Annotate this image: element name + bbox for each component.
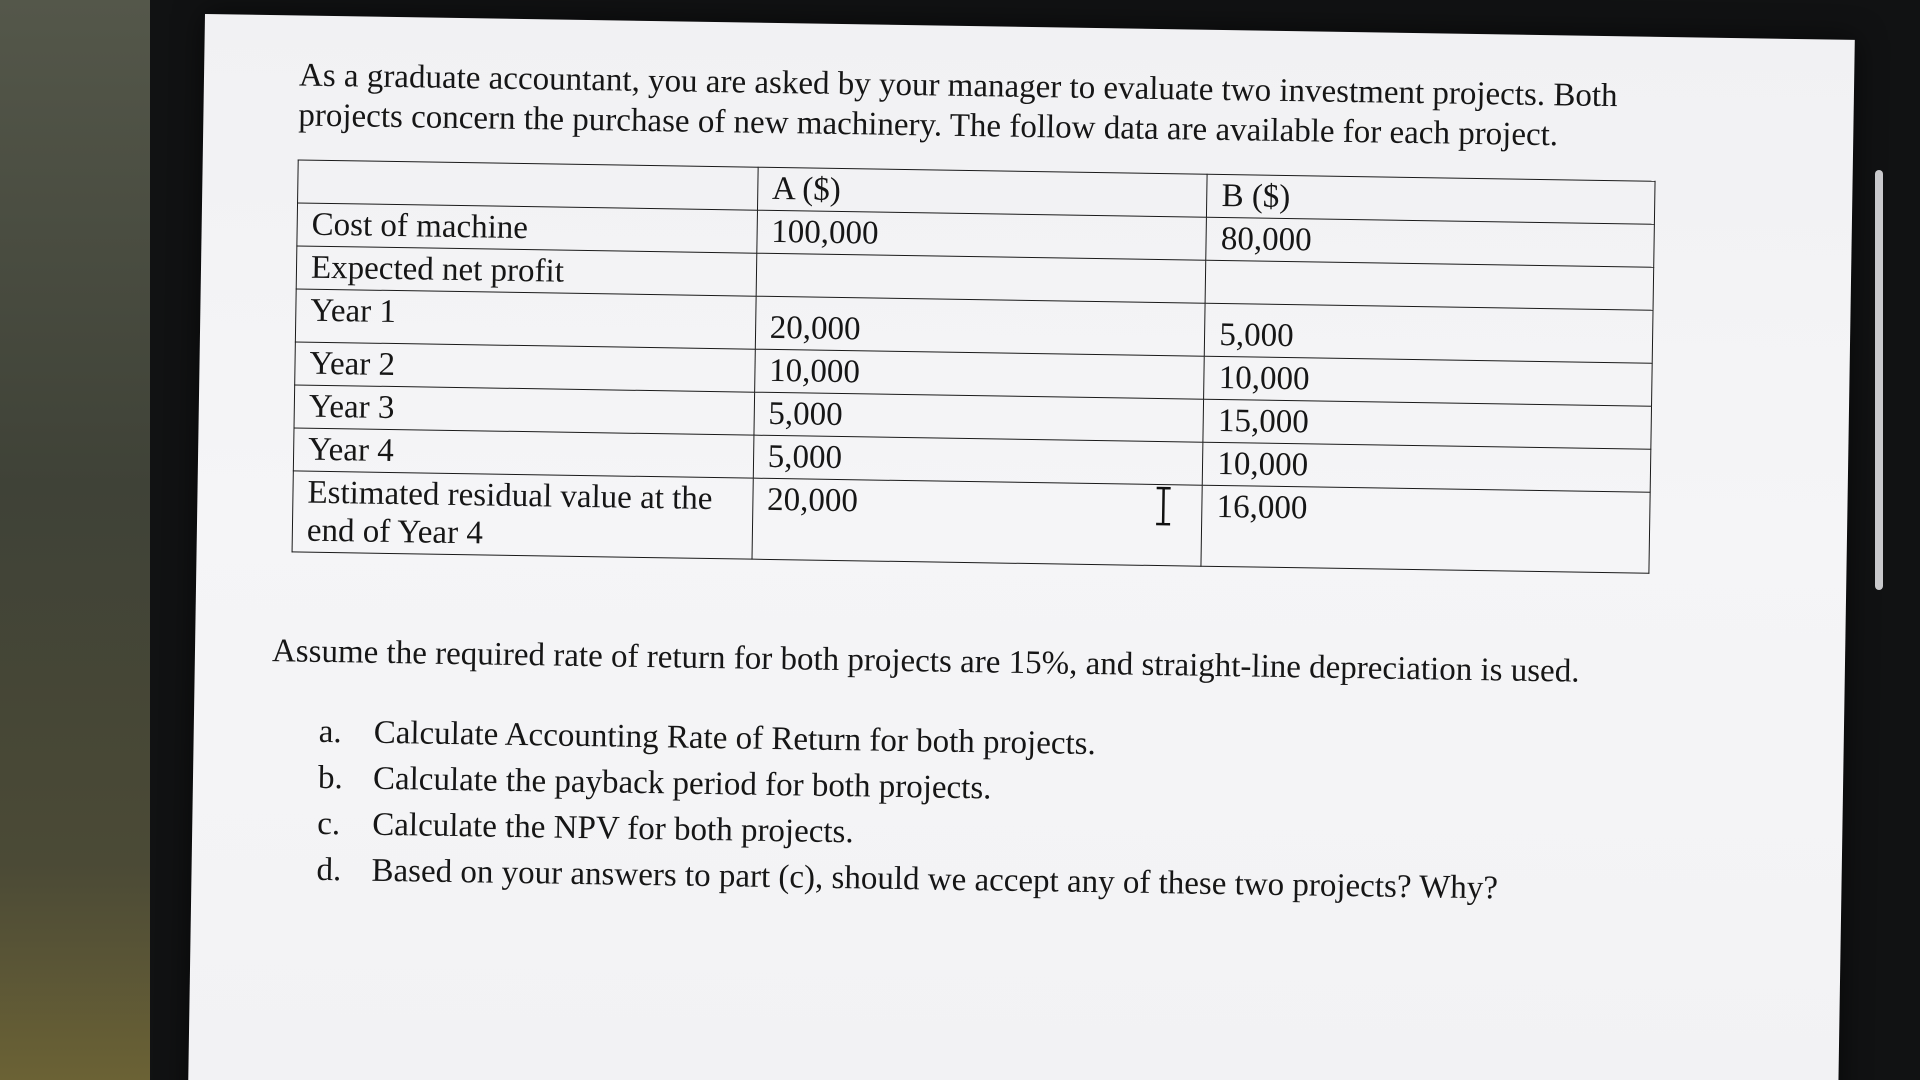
table-cell-value: 20,000	[752, 478, 1203, 566]
table-header-cell: B ($)	[1207, 174, 1655, 224]
table-cell-value: 15,000	[1203, 399, 1651, 449]
table-cell-value	[1205, 260, 1653, 310]
project-data-table	[292, 159, 1656, 573]
table-cell-label: Estimated residual value at the end of Year 4	[292, 471, 753, 559]
table-cell-label: Expected net profit	[296, 246, 756, 296]
list-item-letter: a.	[318, 713, 342, 751]
background-wall	[0, 0, 170, 1080]
assumption-paragraph: Assume the required rate of return for both projects are 15%, and straight-line depreciation is used.	[271, 633, 1580, 690]
monitor-screen	[188, 14, 1855, 1080]
table-header-cell	[298, 160, 758, 210]
table-cell-value: 5,000	[753, 435, 1203, 485]
table-cell-label: Year 2	[295, 342, 755, 392]
table-cell-value: 10,000	[754, 349, 1204, 399]
task-list	[316, 709, 1689, 914]
list-item-text: Calculate the NPV for both projects.	[372, 806, 854, 851]
list-item-letter: b.	[317, 759, 344, 797]
table-cell-label: Year 3	[294, 385, 754, 435]
table-cell-value: 5,000	[754, 392, 1204, 442]
list-item-letter: d.	[316, 851, 342, 889]
table-cell-value: 80,000	[1206, 217, 1654, 267]
table-cell-value: 10,000	[1203, 442, 1651, 492]
list-item-text: Calculate the payback period for both projects.	[372, 760, 992, 807]
scrollbar-thumb[interactable]	[1875, 170, 1883, 590]
table-cell-value: 5,000	[1205, 303, 1653, 363]
table-cell-value: 10,000	[1204, 356, 1652, 406]
list-item-text: Calculate Accounting Rate of Return for both projects.	[373, 714, 1097, 763]
list-item-letter: c.	[317, 805, 341, 843]
table-header-cell: A ($)	[757, 167, 1207, 217]
table-cell-value	[756, 253, 1206, 303]
list-item-text: Based on your answers to part (c), should we accept any of these two projects? Why?	[371, 852, 1499, 907]
text-cursor-icon	[1152, 486, 1175, 526]
table-cell-label: Year 1	[295, 289, 755, 349]
table-cell-value: 20,000	[755, 296, 1205, 356]
table-cell-label: Year 4	[293, 428, 753, 478]
intro-paragraph: As a graduate accountant, you are asked by your manager to evaluate two investment projects. Both projects concern the purchase of new machinery. The follow data are available for each project.	[298, 57, 1618, 154]
table-cell-label: Cost of machine	[297, 203, 757, 253]
table-cell-value: 16,000	[1201, 485, 1650, 573]
document-page	[271, 55, 1699, 914]
table-cell-value: 100,000	[756, 210, 1206, 260]
